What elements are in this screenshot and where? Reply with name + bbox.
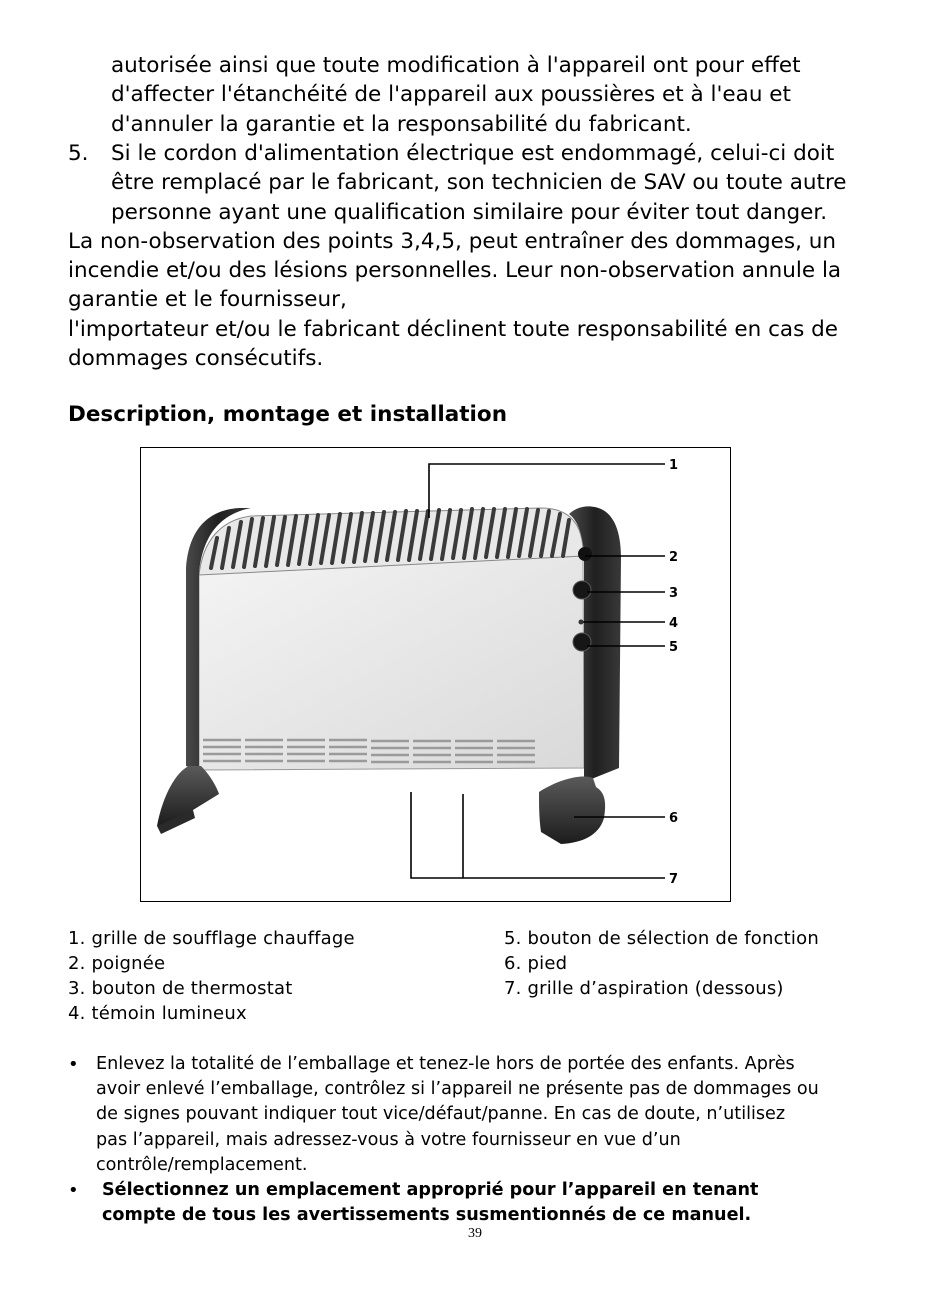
- bullet-1-line-5: contrôle/remplacement.: [96, 1154, 308, 1175]
- callout-3: 3: [669, 586, 679, 601]
- item5-line-2: être remplacé par le fabricant, son technicien de SAV ou toute autre: [111, 170, 847, 196]
- front-panel: [199, 556, 584, 770]
- item4-line-2: d'affecter l'étanchéité de l'appareil aux poussières et à l'eau et: [111, 82, 791, 108]
- heater-figure: [140, 447, 731, 902]
- heater-illustration: [141, 448, 732, 903]
- indicator-light: [579, 620, 584, 625]
- handle-recess: [578, 547, 592, 561]
- bullet-2-line-1: Sélectionnez un emplacement approprié pour l’appareil en tenant: [102, 1180, 759, 1200]
- item4-line-3: d'annuler la garantie et la responsabilité du fabricant.: [111, 111, 692, 137]
- callout-4: 4: [669, 616, 679, 631]
- bullet-1-dot: •: [68, 1054, 79, 1075]
- item4-line-1: autorisée ainsi que toute modification à l'appareil ont pour effet: [111, 53, 801, 78]
- function-knob: [573, 633, 591, 651]
- warning-line-3: garantie et le fournisseur,: [68, 287, 347, 313]
- bullet-1-line-3: de signes pouvant indiquer tout vice/défaut/panne. En cas de doute, n’utilisez: [96, 1104, 786, 1125]
- legend-item-1: 1. grille de soufflage chauffage: [68, 928, 355, 949]
- bullet-1-line-4: pas l’appareil, mais adressez-vous à votre fournisseur en vue d’un: [96, 1129, 681, 1150]
- legend-item-6: 6. pied: [504, 953, 568, 974]
- legend-item-3: 3. bouton de thermostat: [68, 978, 293, 999]
- legend-item-5: 5. bouton de sélection de fonction: [504, 928, 819, 949]
- bullet-1-line-1: Enlevez la totalité de l’emballage et tenez-le hors de portée des enfants. Après: [96, 1054, 795, 1074]
- callout-6: 6: [669, 811, 679, 826]
- page-number: 39: [468, 1226, 482, 1241]
- callout-1: 1: [669, 458, 679, 473]
- callout-5: 5: [669, 640, 679, 655]
- bullet-2-line-2: compte de tous les avertissements susmentionnés de ce manuel.: [102, 1205, 752, 1226]
- bullet-2-dot: •: [68, 1180, 79, 1201]
- thermostat-knob: [573, 581, 591, 599]
- legend-item-4: 4. témoin lumineux: [68, 1003, 247, 1024]
- section-heading: Description, montage et installation: [68, 402, 508, 427]
- item5-line-1: Si le cordon d'alimentation électrique est endommagé, celui-ci doit: [111, 140, 835, 166]
- legend-item-2: 2. poignée: [68, 953, 166, 974]
- right-foot: [539, 777, 605, 844]
- warning-line-4: l'importateur et/ou le fabricant déclinent toute responsabilité en cas de: [68, 316, 838, 342]
- warning-line-2: incendie et/ou des lésions personnelles. Leur non-observation annule la: [68, 258, 842, 284]
- callout-2: 2: [669, 550, 679, 565]
- legend-item-7: 7. grille d’aspiration (dessous): [504, 978, 784, 999]
- callout-7: 7: [669, 872, 679, 887]
- item5-number: 5.: [68, 140, 89, 166]
- warning-line-1: La non-observation des points 3,4,5, peut entraîner des dommages, un: [68, 228, 837, 254]
- warning-line-5: dommages consécutifs.: [68, 346, 324, 371]
- item5-line-3: personne ayant une qualification similaire pour éviter tout danger.: [111, 199, 828, 225]
- bullet-1-line-2: avoir enlevé l’emballage, contrôlez si l’appareil ne présente pas de dommages ou: [96, 1079, 819, 1100]
